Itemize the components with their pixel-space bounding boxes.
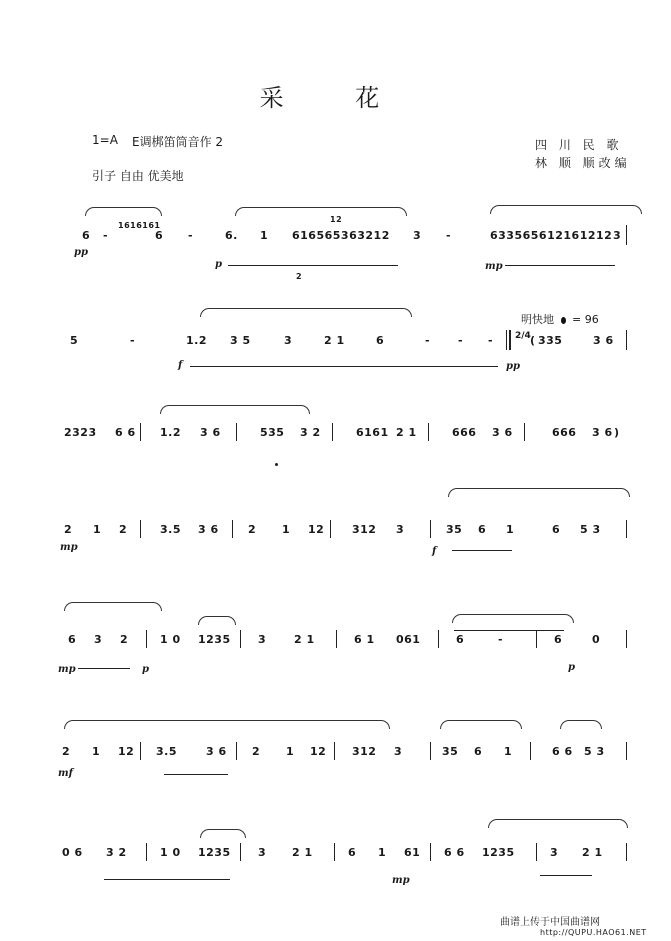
score-item: 35 [442, 745, 459, 758]
bar-line [626, 225, 627, 245]
score-item: 2 [120, 633, 129, 646]
score-item: 2 [62, 745, 71, 758]
score-item: 3.5 [160, 523, 181, 536]
bar-line [140, 423, 141, 441]
bar-line [430, 742, 431, 760]
bar-line [146, 843, 147, 861]
score-item: 3 6 [492, 426, 513, 439]
score-item: 2 [296, 272, 303, 281]
score-item: 6 [376, 334, 385, 347]
slur [452, 614, 574, 623]
score-item: 633565612161212 [490, 229, 613, 242]
score-item: 3 2 [106, 846, 127, 859]
score-item: 6 [554, 633, 563, 646]
score-item: 6 [474, 745, 483, 758]
score-item: 6161 [356, 426, 389, 439]
bar-line [428, 423, 429, 441]
score-item: 2 1 [292, 846, 313, 859]
slur [200, 829, 246, 838]
double-bar-line [509, 330, 511, 350]
score-item: 2 [252, 745, 261, 758]
bar-line [524, 423, 525, 441]
tempo-marking [521, 311, 599, 327]
score-item: 616565363212 [292, 229, 390, 242]
dynamic-mark: pp [506, 361, 520, 372]
score-item: 2323 [64, 426, 97, 439]
dynamic-mark: mp [392, 875, 410, 886]
bar-line [334, 742, 335, 760]
score-item: 2 [64, 523, 73, 536]
bar-line [626, 843, 627, 861]
score-item: 12 [310, 745, 327, 758]
hairpin-line [452, 550, 512, 551]
score-item: 335 [538, 334, 563, 347]
slur [560, 720, 602, 729]
score-item: 6 1 [354, 633, 375, 646]
score-item: 3 [94, 633, 103, 646]
system-4 [60, 520, 632, 560]
score-item: 3 2 [300, 426, 321, 439]
score-item: 6 [456, 633, 465, 646]
bar-line [506, 330, 507, 350]
arranger-label: 林 顺 顺改编 [535, 156, 631, 170]
score-item: 1 [260, 229, 269, 242]
watermark-url: http://QUPU.HAO61.NET [540, 928, 647, 937]
score-item: 3 [284, 334, 293, 347]
score-item: 666 [552, 426, 577, 439]
score-dot [275, 463, 278, 466]
bar-line [330, 520, 331, 538]
hairpin-line [454, 630, 564, 631]
score-item: 3 [413, 229, 422, 242]
score-item: - [446, 229, 452, 242]
bar-line [626, 630, 627, 648]
score-item: 3 [258, 633, 267, 646]
score-item: 2 1 [294, 633, 315, 646]
system-7 [60, 843, 632, 886]
score-item: 3 6 [198, 523, 219, 536]
slur [64, 602, 162, 611]
slur [200, 308, 412, 317]
dynamic-mark: mp [60, 542, 78, 553]
dynamic-mark: mp [485, 261, 503, 272]
slur [235, 207, 407, 216]
bar-line [536, 630, 537, 648]
score-item: 5 3 [584, 745, 605, 758]
hairpin-line [505, 265, 615, 266]
score-item: 2 [119, 523, 128, 536]
system-6 [60, 742, 632, 782]
score-item: ( [530, 334, 536, 347]
origin-label: 四 川 民 歌 [535, 138, 623, 152]
score-item: 1 [93, 523, 102, 536]
watermark-text: 曲谱上传于中国曲谱网 [500, 917, 600, 928]
score-item: 6. [225, 229, 238, 242]
dynamic-mark: p [215, 259, 222, 270]
hairpin-line [190, 366, 400, 367]
score-item: - [458, 334, 464, 347]
score-item: 1 [282, 523, 291, 536]
score-item: 3 5 [230, 334, 251, 347]
slur [85, 207, 162, 216]
bar-line [336, 630, 337, 648]
score-item: 2 1 [396, 426, 417, 439]
bar-line [140, 520, 141, 538]
score-item: 61 [404, 846, 421, 859]
score-item: 1235 [482, 846, 515, 859]
score-item: 6 6 [552, 745, 573, 758]
tempo-value: = 96 [572, 313, 599, 326]
bar-line [626, 742, 627, 760]
slur [160, 405, 310, 414]
score-item: 1235 [198, 846, 231, 859]
score-item: 312 [352, 523, 377, 536]
score-item: - [130, 334, 136, 347]
score-item: 1 [506, 523, 515, 536]
score-item: 1.2 [160, 426, 181, 439]
bar-line [536, 843, 537, 861]
score-item: 12 [308, 523, 325, 536]
system-2 [60, 330, 632, 370]
hairpin-line [164, 774, 228, 775]
intro-marking: 引子 自由 优美地 [92, 169, 184, 183]
score-item: 3 6 [592, 426, 613, 439]
score-item: 1235 [198, 633, 231, 646]
score-item: - [498, 633, 504, 646]
score-item: 1 0 [160, 846, 181, 859]
bar-line [626, 330, 627, 350]
bar-line [332, 423, 333, 441]
score-item: 3 6 [593, 334, 614, 347]
slur [488, 819, 628, 828]
hairpin-line [228, 265, 398, 266]
instrument-note: E调梆笛筒音作 2 [132, 135, 224, 149]
score-item: 2 1 [582, 846, 603, 859]
score-item: 1 [378, 846, 387, 859]
score-item: - [103, 229, 109, 242]
score-item: 6 [155, 229, 164, 242]
score-item: 3 6 [200, 426, 221, 439]
dynamic-mark: p [568, 662, 575, 673]
slur [440, 720, 522, 729]
system-3 [60, 423, 632, 453]
page-title: 采 花 [259, 84, 412, 112]
key-signature: 1=A [92, 133, 118, 147]
score-item: 1 0 [160, 633, 181, 646]
score-item: 2 1 [324, 334, 345, 347]
score-item: 061 [396, 633, 421, 646]
dynamic-mark: mf [58, 768, 73, 779]
score-item: 666 [452, 426, 477, 439]
score-item: 6 6 [115, 426, 136, 439]
score-item: 3 [396, 523, 405, 536]
bar-line [140, 742, 141, 760]
score-item: 5 [70, 334, 79, 347]
tempo-text: 明快地 [521, 313, 554, 326]
hairpin-line [370, 366, 498, 367]
score-item: 2 [248, 523, 257, 536]
slur [448, 488, 630, 497]
score-item: 3 6 [206, 745, 227, 758]
dynamic-mark: f [432, 546, 437, 557]
score-item: 1616161 [118, 221, 161, 230]
score-item: 1 [504, 745, 513, 758]
score-item: - [188, 229, 194, 242]
dynamic-mark: pp [74, 247, 88, 258]
score-item: 6 [478, 523, 487, 536]
score-item: - [488, 334, 494, 347]
score-item: 535 [260, 426, 285, 439]
bar-line [232, 520, 233, 538]
quarter-note-icon [561, 317, 566, 324]
score-item: 3.5 [156, 745, 177, 758]
system-1 [60, 215, 632, 281]
score-item: 6 [552, 523, 561, 536]
bar-line [334, 843, 335, 861]
score-item: 3 [550, 846, 559, 859]
slur [64, 720, 390, 729]
score-item: 1.2 [186, 334, 207, 347]
bar-line [240, 843, 241, 861]
bar-line [146, 630, 147, 648]
slur [198, 616, 236, 625]
hairpin-line [104, 879, 230, 880]
bar-line [240, 630, 241, 648]
bar-line [236, 742, 237, 760]
bar-line [430, 520, 431, 538]
dynamic-mark: mp [58, 664, 76, 675]
score-item: ) [614, 426, 620, 439]
score-item: 3 [258, 846, 267, 859]
score-item: - [425, 334, 431, 347]
score-item: 35 [446, 523, 463, 536]
dynamic-mark: p [142, 664, 149, 675]
bar-line [438, 630, 439, 648]
score-item: 6 [82, 229, 91, 242]
score-item: 3 [613, 229, 622, 242]
system-5 [58, 630, 632, 675]
bar-line [626, 520, 627, 538]
hairpin-line [78, 668, 130, 669]
score-item: 12 [330, 215, 343, 224]
score-item: 5 3 [580, 523, 601, 536]
score-item: 1 [286, 745, 295, 758]
time-signature: 2/4 [515, 331, 531, 341]
score-item: 0 [592, 633, 601, 646]
score-item: 12 [118, 745, 135, 758]
score-item: 3 [394, 745, 403, 758]
score-item: 6 [68, 633, 77, 646]
score-item: 0 6 [62, 846, 83, 859]
score-item: 1 [92, 745, 101, 758]
dynamic-mark: f [178, 360, 183, 371]
score-item: 312 [352, 745, 377, 758]
slur [490, 205, 642, 214]
score-item: 6 6 [444, 846, 465, 859]
hairpin-line [540, 875, 592, 876]
bar-line [236, 423, 237, 441]
bar-line [430, 843, 431, 861]
bar-line [530, 742, 531, 760]
score-item: 6 [348, 846, 357, 859]
